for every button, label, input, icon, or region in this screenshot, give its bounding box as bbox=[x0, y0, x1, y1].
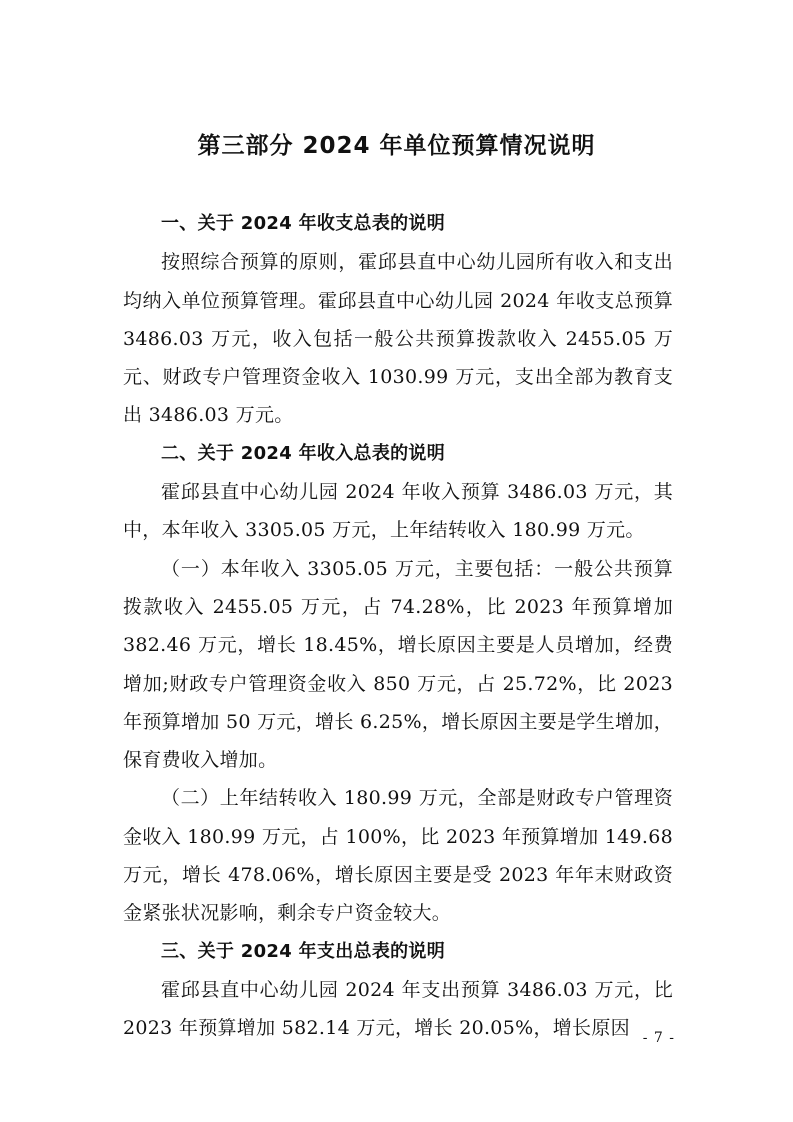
paragraph-1: 按照综合预算的原则，霍邱县直中心幼儿园所有收入和支出均纳入单位预算管理。霍邱县直中心幼儿园 2024 年收支总预算 3486.03 万元，收入包括一般公共预算拨款收入 2455.05 万元、财政专户管理资金收入 1030.99 万元，支出全部为教育支出 3486.03 万元。 bbox=[123, 251, 673, 427]
section-heading-3: 三、关于 2024 年支出总表的说明 bbox=[161, 940, 446, 962]
document-body bbox=[123, 205, 673, 1048]
paragraph-3: （一）本年收入 3305.05 万元，主要包括：一般公共预算拨款收入 2455.05 万元，占 74.28%，比 2023 年预算增加 382.46 万元，增长 18.45%，增长原因主要是人员增加，经费增加;财政专户管理资金收入 850 万元，占 25.72%，比 2023 年预算增加 50 万元，增长 6.25%，增长原因主要是学生增加，保育费收入增加。 bbox=[123, 557, 673, 772]
section-heading-1: 一、关于 2024 年收支总表的说明 bbox=[161, 213, 446, 234]
paragraph-4: （二）上年结转收入 180.99 万元，全部是财政专户管理资金收入 180.99 万元，占 100%，比 2023 年预算增加 149.68 万元，增长 478.06%，增长原因主要是受 2023 年年末财政资金紧张状况影响，剩余专户资金较大。 bbox=[123, 787, 673, 925]
paragraph-5: 霍邱县直中心幼儿园 2024 年支出预算 3486.03 万元，比 2023 年预算增加 582.14 万元，增长 20.05%，增长原因 bbox=[123, 978, 673, 1040]
paragraph-2: 霍邱县直中心幼儿园 2024 年收入预算 3486.03 万元，其中，本年收入 3305.05 万元，上年结转收入 180.99 万元。 bbox=[123, 481, 673, 542]
page-number: - 7 - bbox=[642, 1030, 675, 1046]
page-title: 第三部分 2024 年单位预算情况说明 bbox=[197, 133, 596, 159]
section-heading-2: 二、关于 2024 年收入总表的说明 bbox=[161, 442, 446, 464]
